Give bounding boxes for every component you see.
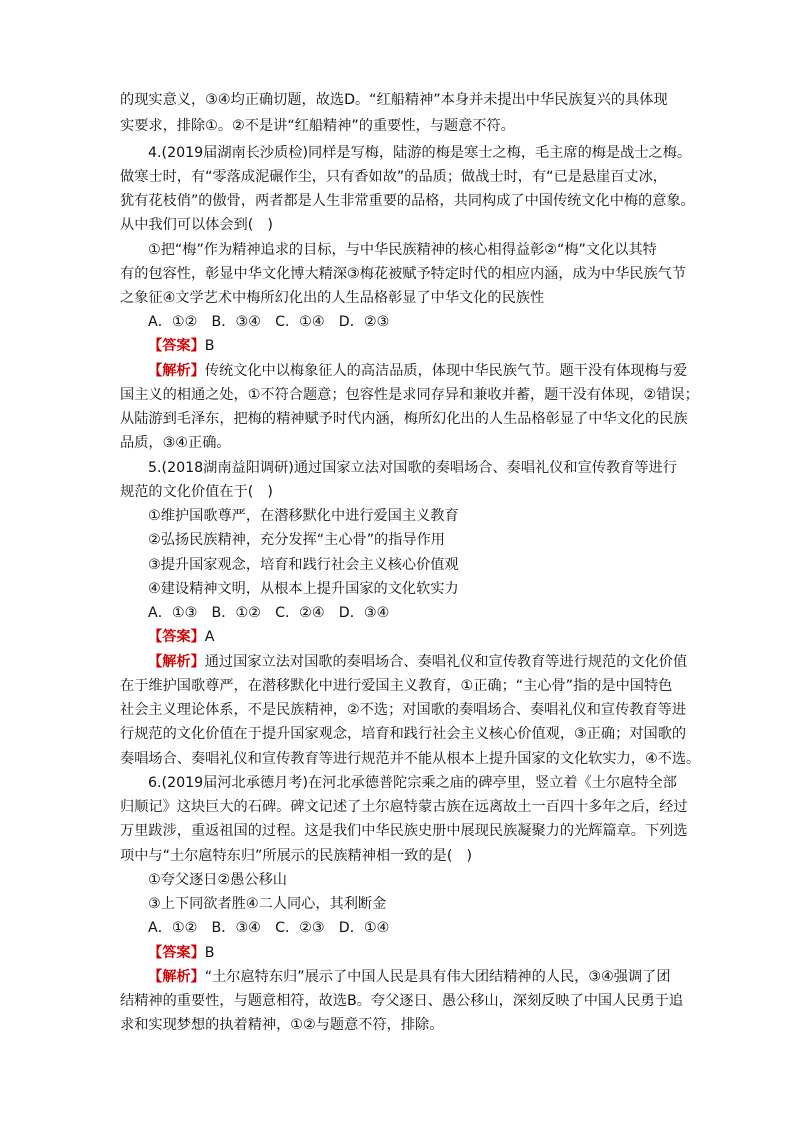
question-6-choices: A．①② B．③④ C．②③ D．①④: [148, 920, 390, 936]
text-line: 项中与“土尔扈特东归”所展示的民族精神相一致的是( ): [120, 848, 473, 864]
text-line: 在于维护国歌尊严，在潜移默化中进行爱国主义教育，①正确；“主心骨”指的是中国特色: [120, 678, 673, 694]
answer-value: B: [204, 338, 215, 354]
text-line: 社会主义理论体系，不是民族精神，②不选；对国歌的奏唱场合、奏唱礼仪和宣传教育等进: [120, 702, 687, 718]
text-line: 品质，③④正确。: [120, 435, 231, 451]
answer-label: 【答案】: [148, 338, 205, 354]
text-line: 从陆游到毛泽东，把梅的精神赋予时代内涵，梅所幻化出的人生品格彰显了中华文化的民族: [120, 411, 688, 427]
text-line: 从中我们可以体会到( ): [120, 217, 273, 233]
question-5-option-4: ④建设精神文明，从根本上提升国家的文化软实力: [148, 581, 459, 597]
question-6-option-2: ③上下同欲者胜④二人同心，其利断金: [148, 896, 387, 912]
text-line: 奏唱场合、奏唱礼仪和宣传教育等进行规范并不能从根本上提升国家的文化软实力，④不选。: [120, 751, 701, 767]
text-line: 的现实意义，③④均正确切题，故选D。“红船精神”本身并未提出中华民族复兴的具体现: [120, 92, 668, 108]
text-line: 做寒士时，有“零落成泥碾作尘，只有香如故”的品质；做战士时，有“已是悬崖百丈冰，: [120, 169, 667, 185]
question-4-options: ①把“梅”作为精神追求的目标，与中华民族精神的核心相得益彰②“梅”文化以其特: [148, 242, 657, 258]
text-line: 万里跋涉，重返祖国的过程。这是我们中华民族史册中展现民族凝聚力的光辉篇章。下列选: [120, 823, 688, 839]
answer-value: A: [204, 629, 215, 645]
text-line: 有的包容性，彰显中华文化博大精深③梅花被赋予特定时代的相应内涵，成为中华民族气节: [120, 266, 687, 282]
analysis-line: [148, 965, 671, 989]
question-5-stem: 5.(2018湖南益阳调研)通过国家立法对国歌的奏唱场合、奏唱礼仪和宣传教育等进行: [148, 460, 677, 476]
text-line: 之象征④文学艺术中梅所幻化出的人生品格彰显了中华文化的民族性: [120, 290, 545, 306]
analysis-text: 通过国家立法对国歌的奏唱场合、奏唱礼仪和宣传教育等进行规范的文化价值: [204, 654, 688, 670]
question-4-stem: 4.(2019届湖南长沙质检)同样是写梅，陆游的梅是寒士之梅，毛主席的梅是战士之梅。: [148, 145, 692, 161]
text-line: 实要求，排除①。②不是讲“红船精神”的重要性，与题意不符。: [120, 118, 515, 134]
answer-label: 【答案】: [148, 629, 205, 645]
text-line: 行规范的文化价值在于提升国家观念，培育和践行社会主义核心价值观，③正确；对国歌的: [120, 726, 687, 742]
answer-line: [148, 625, 214, 649]
question-4-choices: A．①② B．③④ C．①④ D．②③: [148, 314, 390, 330]
answer-label: 【答案】: [148, 945, 205, 961]
text-line: 犹有花枝俏”的傲骨，两者都是人生非常重要的品格，共同构成了中国传统文化中梅的意象。: [120, 193, 695, 209]
analysis-label: 【解析】: [148, 363, 205, 379]
analysis-line: [148, 650, 687, 674]
question-5-choices: A．①③ B．①② C．②④ D．③④: [148, 605, 390, 621]
question-5-option-2: ②弘扬民族精神，充分发挥“主心骨”的指导作用: [148, 532, 445, 548]
answer-value: B: [204, 945, 215, 961]
analysis-label: 【解析】: [148, 969, 205, 985]
text-line: 规范的文化价值在于( ): [120, 484, 273, 500]
answer-line: [148, 941, 215, 965]
text-line: 国主义的相通之处，①不符合题意；包容性是求同存异和兼收并蓄，题干没有体现，②错误；: [120, 387, 699, 403]
question-6-option-1: ①夸父逐日②愚公移山: [148, 872, 287, 888]
analysis-text: 传统文化中以梅象征人的高洁品质，体现中华民族气节。题干没有体现梅与爱: [204, 363, 688, 379]
question-5-option-1: ①维护国歌尊严，在潜移默化中进行爱国主义教育: [148, 508, 459, 524]
analysis-text: “土尔扈特东归”展示了中国人民是具有伟大团结精神的人民，③④强调了团: [204, 969, 671, 985]
answer-line: [148, 334, 215, 358]
question-5-option-3: ③提升国家观念，培育和践行社会主义核心价值观: [148, 557, 459, 573]
analysis-line: [148, 359, 687, 383]
question-6-stem: 6.(2019届河北承德月考)在河北承德普陀宗乘之庙的碑亭里，竖立着《土尔扈特全部: [148, 775, 677, 791]
text-line: 结精神的重要性，与题意相符，故选B。夸父逐日、愚公移山，深刻反映了中国人民勇于追: [120, 993, 684, 1009]
analysis-label: 【解析】: [148, 654, 205, 670]
text-line: 归顺记》这块巨大的石碑。碑文记述了土尔扈特蒙古族在远离故土一百四十多年之后，经过: [120, 799, 688, 815]
text-line: 求和实现梦想的执着精神，①②与题意不符，排除。: [120, 1017, 444, 1033]
